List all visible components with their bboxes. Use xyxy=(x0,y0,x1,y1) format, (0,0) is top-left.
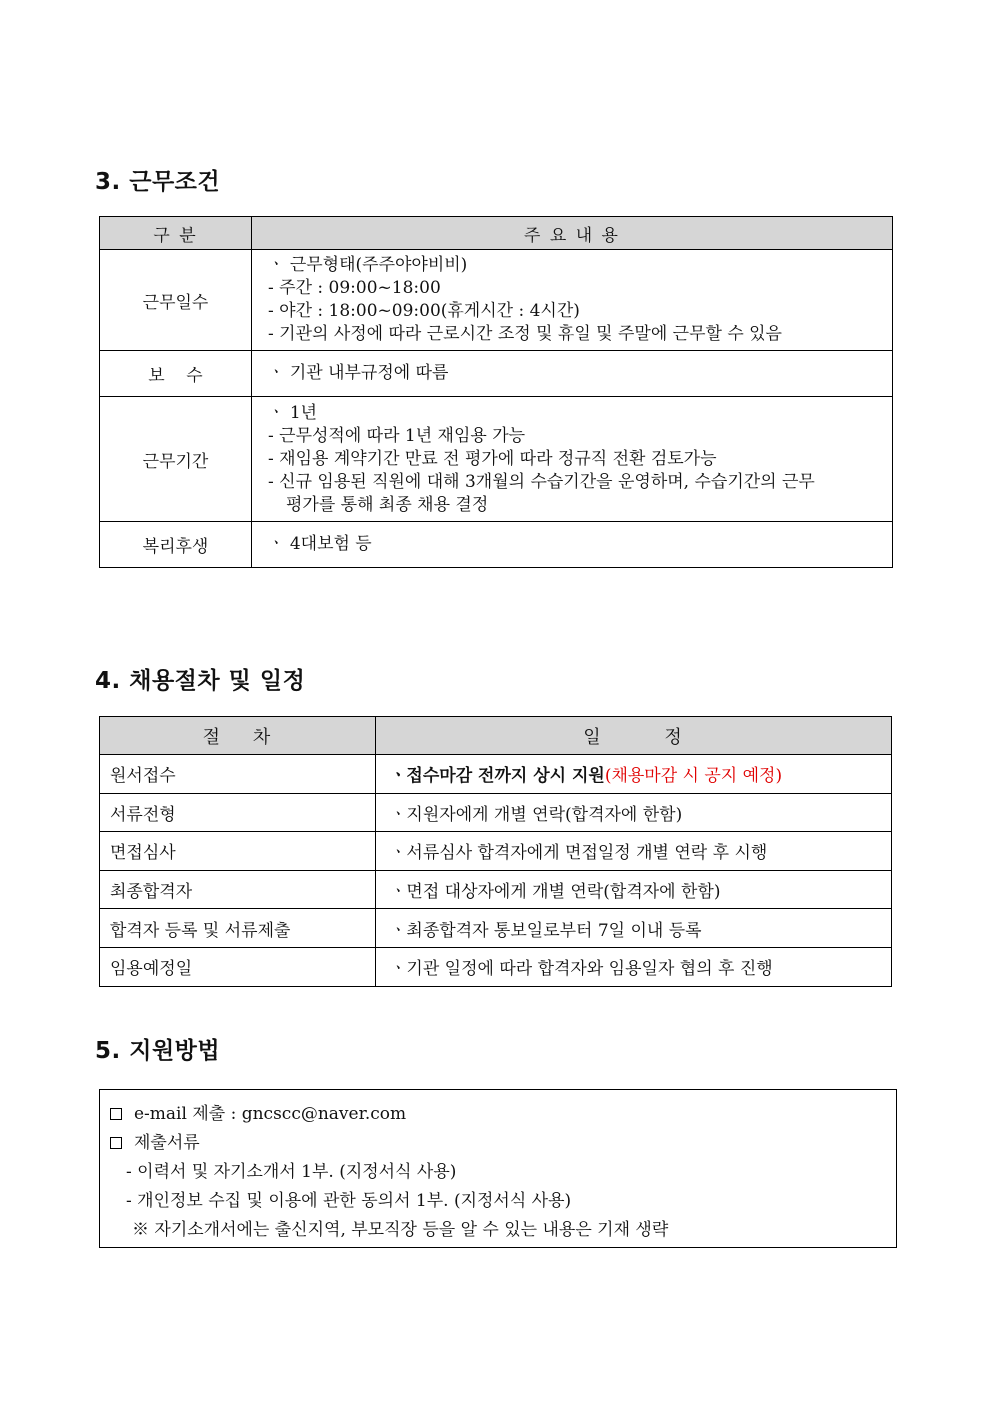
table-row xyxy=(100,909,892,948)
docs-heading-line xyxy=(110,1129,896,1158)
checkbox-icon xyxy=(110,1137,122,1149)
email-line xyxy=(110,1100,896,1129)
content-line: - 재임용 계약기간 만료 전 평가에 따라 정규직 전환 검토가능 xyxy=(268,448,717,469)
schedule-cell: ㆍ면접 대상자에게 개별 연락(합격자에 한함) xyxy=(376,870,892,909)
content-line: - 야간 : 18:00~09:00(휴게시간 : 4시간) xyxy=(268,301,580,321)
step-cell: 합격자 등록 및 서류제출 xyxy=(100,909,376,948)
content-line: 평가를 통해 최종 채용 결정 xyxy=(286,494,489,515)
schedule-cell: ㆍ지원자에게 개별 연락(합격자에 한함) xyxy=(376,793,892,832)
schedule-red-note: (채용마감 시 공지 예정) xyxy=(604,766,783,787)
content-line: - 근무성적에 따라 1년 재임용 가능 xyxy=(268,425,526,446)
doc-item: - 개인정보 수집 및 이용에 관한 동의서 1부. (지정서식 사용) xyxy=(126,1191,572,1211)
step-cell: 서류전형 xyxy=(100,793,376,832)
step-cell: 원서접수 xyxy=(100,755,376,794)
work-conditions-table xyxy=(99,216,893,568)
section-title-how-to-apply: 5. 지원방법 xyxy=(95,1038,221,1064)
table-row xyxy=(100,351,893,397)
table-row xyxy=(100,755,892,794)
row-label-benefits: 복리후생 xyxy=(100,522,252,568)
content-line: - 기관의 사정에 따라 근로시간 조정 및 휴일 및 주말에 근무할 수 있음 xyxy=(268,324,782,344)
step-cell: 면접심사 xyxy=(100,832,376,871)
row-content-work-period xyxy=(252,397,893,522)
schedule-bold-text: ㆍ접수마감 전까지 상시 지원 xyxy=(390,766,605,787)
header-main-content: 주 요 내 용 xyxy=(252,217,893,250)
table-row xyxy=(100,870,892,909)
step-cell: 임용예정일 xyxy=(100,947,376,986)
step-cell: 최종합격자 xyxy=(100,870,376,909)
doc-item: - 이력서 및 자기소개서 1부. (지정서식 사용) xyxy=(126,1162,457,1182)
table-row xyxy=(100,947,892,986)
application-method-box xyxy=(99,1089,897,1248)
content-line: ㆍ 4대보험 등 xyxy=(268,534,372,554)
docs-heading: 제출서류 xyxy=(134,1133,200,1153)
row-content-benefits xyxy=(252,522,893,568)
table-row xyxy=(100,397,893,522)
row-content-salary xyxy=(252,351,893,397)
header-category: 구 분 xyxy=(100,217,252,250)
table-row xyxy=(100,793,892,832)
content-line: ㆍ 1년 xyxy=(268,402,318,423)
row-label-salary: 보 수 xyxy=(100,351,252,397)
row-content-work-days xyxy=(252,250,893,351)
checkbox-icon xyxy=(110,1108,122,1120)
content-line: ㆍ 기관 내부규정에 따름 xyxy=(268,363,449,383)
hiring-process-table xyxy=(99,716,892,987)
row-label-work-period: 근무기간 xyxy=(100,397,252,522)
header-procedure: 절 차 xyxy=(100,717,376,755)
note-line: ※ 자기소개서에는 출신지역, 부모직장 등을 알 수 있는 내용은 기재 생략 xyxy=(132,1220,669,1240)
schedule-cell: ㆍ서류심사 합격자에게 면접일정 개별 연락 후 시행 xyxy=(376,832,892,871)
schedule-cell xyxy=(376,755,892,794)
schedule-cell: ㆍ최종합격자 통보일로부터 7일 이내 등록 xyxy=(376,909,892,948)
content-line: ㆍ 근무형태(주주야야비비) xyxy=(268,255,468,275)
table-header-row xyxy=(100,217,893,250)
section-title-hiring-process: 4. 채용절차 및 일정 xyxy=(95,668,306,694)
table-row xyxy=(100,832,892,871)
content-line: - 신규 임용된 직원에 대해 3개월의 수습기간을 운영하며, 수습기간의 근무 xyxy=(268,471,815,492)
section-title-work-conditions: 3. 근무조건 xyxy=(95,169,221,195)
email-text: e-mail 제출 : gncscc@naver.com xyxy=(134,1104,407,1124)
content-line: - 주간 : 09:00~18:00 xyxy=(268,278,441,298)
row-label-work-days: 근무일수 xyxy=(100,250,252,351)
table-header-row xyxy=(100,717,892,755)
table-row xyxy=(100,250,893,351)
schedule-cell: ㆍ기관 일정에 따라 합격자와 임용일자 협의 후 진행 xyxy=(376,947,892,986)
header-schedule: 일 정 xyxy=(376,717,892,755)
table-row xyxy=(100,522,893,568)
